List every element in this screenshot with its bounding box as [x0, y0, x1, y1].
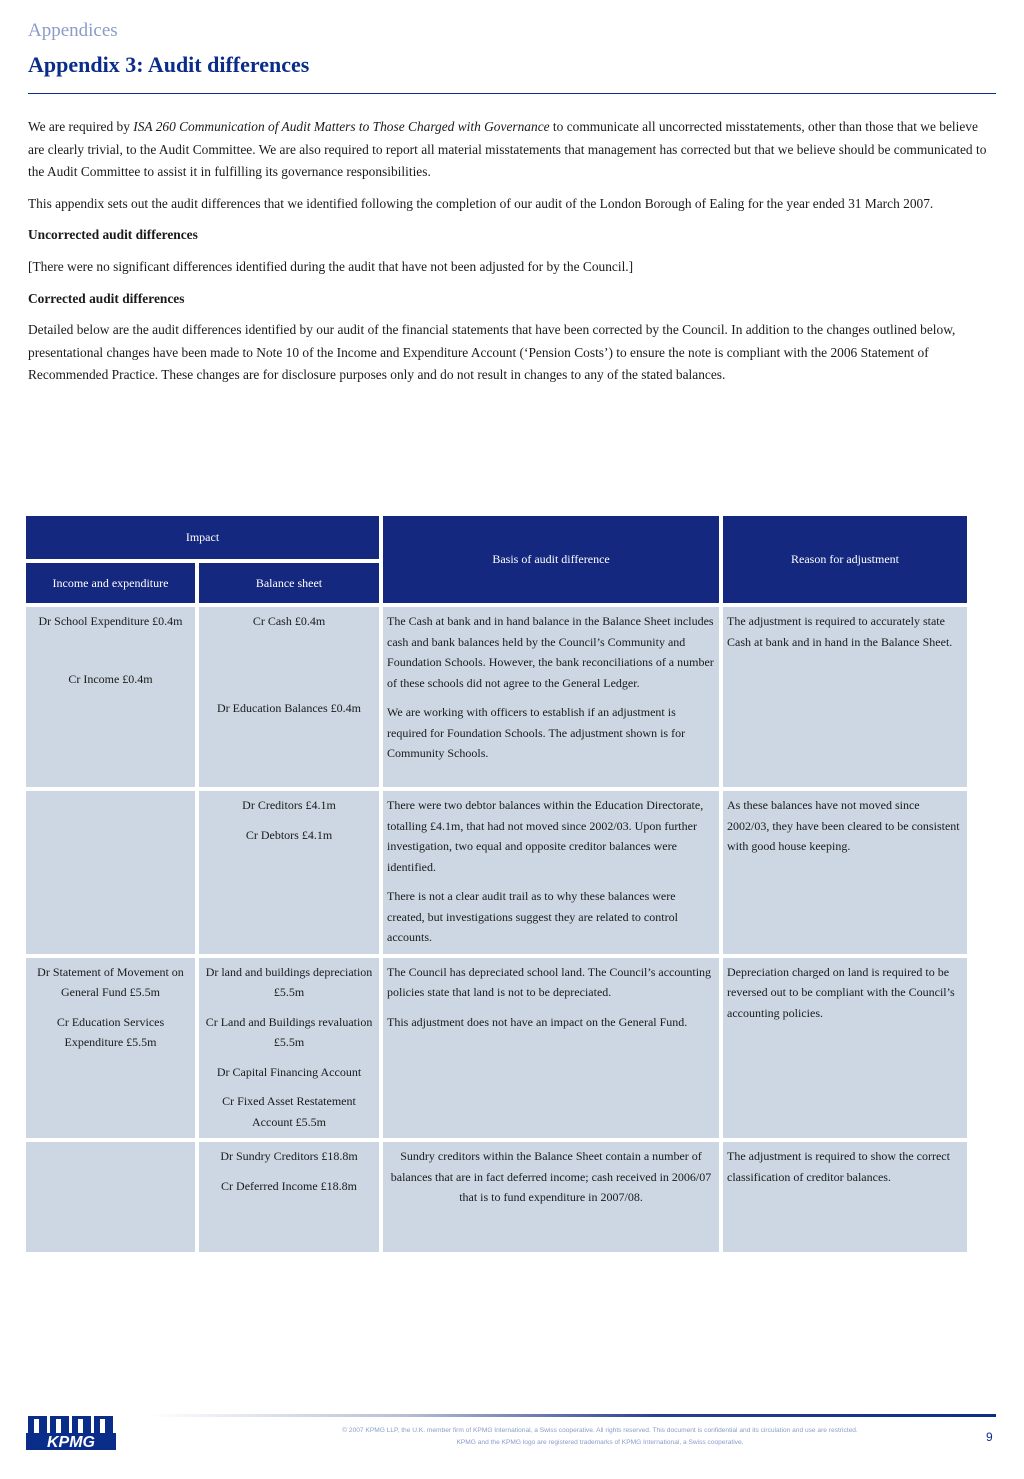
- reason-text: The adjustment is required to accurately state Cash at bank and in hand in the Balance Sheet.: [727, 614, 953, 649]
- header-balance-sheet: Balance sheet: [199, 563, 379, 603]
- uncorrected-heading: Uncorrected audit differences: [28, 227, 198, 243]
- page-title: Appendix 3: Audit differences: [28, 52, 310, 77]
- footer-divider: [150, 1414, 996, 1417]
- basis-text: We are working with officers to establish if an adjustment is required for Foundation Schools. The adjustment shown is for Community Schools.: [387, 705, 686, 760]
- reason-cell: [723, 1142, 967, 1252]
- reason-text: The adjustment is required to show the correct classification of creditor balances.: [727, 1149, 950, 1184]
- intro-paragraph: [28, 116, 993, 184]
- basis-text: There were two debtor balances within the Education Directorate, totalling £4.1m, that had not moved since 2002/03. Upon further investigation, two equal and opposite creditor balances were identified.: [387, 798, 704, 874]
- table-row: [26, 791, 967, 954]
- reason-text: Depreciation charged on land is required to be reversed out to be compliant with the Council’s accounting policies.: [727, 964, 955, 1020]
- section-label: Appendices: [28, 20, 118, 41]
- kpmg-logo: [26, 1416, 116, 1450]
- basis-text: The Cash at bank and in hand balance in the Balance Sheet includes cash and bank balances held by the Council’s Community and Foundation Schools. However, the bank reconciliations of a number of these schools did not agree to the General Ledger.: [387, 614, 714, 690]
- entry: Dr Creditors £4.1m: [242, 798, 336, 812]
- uncorrected-paragraph: [There were no significant differences identified during the audit that have not been adjusted for by the Council.]: [28, 258, 634, 274]
- corrected-paragraph: Detailed below are the audit differences identified by our audit of the financial statements that have been corrected by the Council. In addition to the changes outlined below, presentational changes have been made to Note 10 of the Income and Expenditure Account (‘Pension Costs’) to ensure the note is compliant with the 2006 Statement of Recommended Practice. These changes are for disclosure purposes only and do not result in changes to any of the stated balances.: [28, 322, 956, 383]
- income-cell: [26, 958, 195, 1139]
- intro-text-start: We are required by: [28, 119, 134, 134]
- reason-cell: [723, 791, 967, 954]
- entry: Dr Education Balances £0.4m: [217, 700, 361, 715]
- page-number: 9: [986, 1430, 993, 1444]
- table-row: [26, 958, 967, 1139]
- entry: Dr Sundry Creditors £18.8m: [220, 1149, 358, 1163]
- audit-differences-table: [22, 512, 971, 1256]
- basis-text: There is not a clear audit trail as to why these balances were created, but investigations suggest they are related to control accounts.: [387, 889, 678, 944]
- table-row: [26, 607, 967, 787]
- balance-cell: [199, 1142, 379, 1252]
- trademark-line: KPMG and the KPMG logo are registered trademarks of KPMG International, a Swiss cooperative.: [456, 1439, 744, 1446]
- logo-text: KPMG: [47, 1434, 95, 1450]
- intro-text-end: to communicate all uncorrected misstatements, other than those that we believe are clearly trivial, to the Audit Committee. We are also required to report all material misstatements that management has corrected but that we believe should be communicated to the Audit Committee to assist it in fulfilling its governance responsibilities.: [28, 119, 987, 180]
- reason-cell: [723, 607, 967, 787]
- corrected-heading: Corrected audit differences: [28, 290, 185, 306]
- entry: Cr Deferred Income £18.8m: [221, 1178, 357, 1193]
- entry: Cr Education Services Expenditure £5.5m: [56, 1014, 165, 1049]
- basis-cell: [383, 1142, 719, 1252]
- header-basis: Basis of audit difference: [383, 516, 719, 603]
- balance-cell: [199, 958, 379, 1139]
- basis-cell: [383, 958, 719, 1139]
- income-cell: [26, 607, 195, 787]
- entry: Dr School Expenditure £0.4m: [38, 614, 183, 628]
- header-impact: Impact: [26, 516, 379, 559]
- standard-reference: ISA 260 Communication of Audit Matters to Those Charged with Governance: [133, 119, 550, 134]
- scope-paragraph: This appendix sets out the audit differences that we identified following the completion of our audit of the London Borough of Ealing for the year ended 31 March 2007.: [28, 195, 934, 211]
- header-income-expenditure: Income and expenditure: [26, 563, 195, 603]
- footer-copyright: [260, 1425, 940, 1449]
- entry: Dr Statement of Movement on General Fund £5.5m: [37, 964, 184, 999]
- entry: Cr Cash £0.4m: [252, 614, 326, 628]
- body-text: [28, 116, 993, 396]
- income-cell: [26, 791, 195, 954]
- reason-text: As these balances have not moved since 2002/03, they have been cleared to be consistent with good house keeping.: [727, 798, 960, 853]
- basis-cell: [383, 607, 719, 787]
- entry: Cr Land and Buildings revaluation £5.5m: [205, 1014, 373, 1049]
- entry: Cr Debtors £4.1m: [245, 827, 333, 842]
- balance-cell: [199, 607, 379, 787]
- basis-text: Sundry creditors within the Balance Sheet contain a number of balances that are in fact deferred income; cash received in 2006/07 that is to fund expenditure in 2007/08.: [390, 1149, 712, 1204]
- header-reason: Reason for adjustment: [723, 516, 967, 603]
- balance-cell: [199, 791, 379, 954]
- entry: Cr Fixed Asset Restatement Account £5.5m: [222, 1094, 356, 1129]
- basis-text: This adjustment does not have an impact on the General Fund.: [387, 1014, 688, 1029]
- income-cell: [26, 1142, 195, 1252]
- basis-cell: [383, 791, 719, 954]
- entry: Cr Income £0.4m: [68, 671, 153, 686]
- basis-text: The Council has depreciated school land. The Council’s accounting policies state that land is not to be depreciated.: [387, 964, 712, 999]
- reason-cell: [723, 958, 967, 1139]
- title-divider: [28, 93, 996, 94]
- copyright-line: © 2007 KPMG LLP, the U.K. member firm of KPMG International, a Swiss cooperative. All rights reserved. This document is confidential and its circulation and use are restricted.: [342, 1427, 858, 1434]
- entry: Dr Capital Financing Account: [216, 1064, 362, 1079]
- entry: Dr land and buildings depreciation £5.5m: [205, 964, 373, 999]
- table-row: [26, 1142, 967, 1252]
